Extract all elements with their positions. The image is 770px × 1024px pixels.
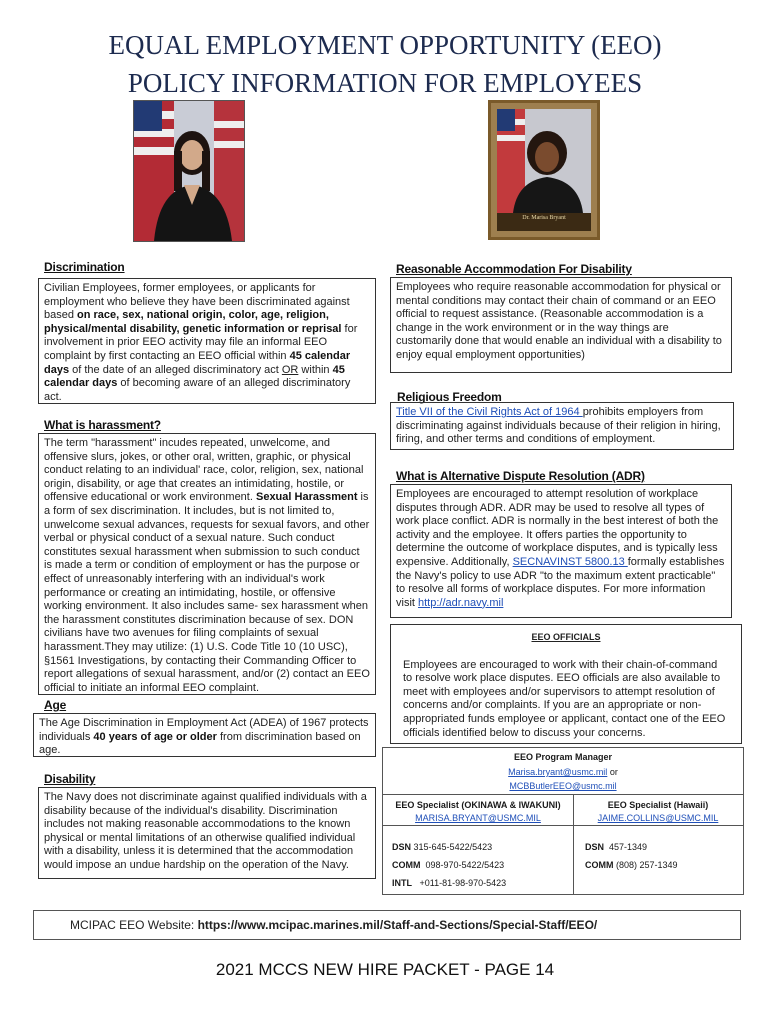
religious-heading: Religious Freedom [397,390,502,404]
discrimination-heading: Discrimination [44,260,125,274]
right-official-portrait [488,100,600,240]
manager-title: EEO Program Manager [513,752,613,762]
hawaii-email-wrap [573,812,743,824]
page-title-line-1: EQUAL EMPLOYMENT OPPORTUNITY (EEO) [108,30,662,60]
discrimination-bold-2: 45 calendar days [44,349,351,376]
harassment-text-1: The term "harassment" incudes repeated, unwelcome, and offensive slurs, jokes, or other oral, written, graphic, or physical conduct relating to an individual' race, color, religion, sex, national origin, disability, or age that creates an intimidating, hostile, or offensive educational or work environment. [44,437,364,504]
eeo-officials-box [390,624,742,744]
website-url[interactable]: https://www.mcipac.marines.mil/Staff-and-Sections/Special-Staff/EEO/ [197,918,598,932]
adr-box [390,484,732,618]
discrimination-text-1: Civilian Employees, former employees, or applicants for employment who believe they have been discriminated against based [44,282,350,322]
contact-block [382,747,744,895]
okinawa-specialist-email[interactable]: MARISA.BRYANT@USMC.MIL [415,813,541,823]
okinawa-email-wrap [383,812,573,824]
discrimination-bold-3: 45 calendar days [44,363,345,390]
title-vii-link[interactable]: Title VII of the Civil Rights Act of 1964 [396,406,583,418]
okinawa-intl-value: +011-81-98-970-5423 [419,878,507,888]
website-label: MCIPAC EEO Website: [70,918,198,932]
okinawa-intl [392,877,506,889]
age-box [33,713,376,757]
harassment-box [38,433,376,695]
discrimination-box [38,278,376,404]
okinawa-comm-value: 098-970-5422/5423 [425,860,505,870]
okinawa-comm-label: COMM [392,860,421,870]
contact-divider [383,794,743,795]
hawaii-dsn [585,841,647,853]
manager-email-line [383,766,743,778]
manager-email-line-2 [383,780,743,792]
manager-email-2[interactable]: MCBButlerEEO@usmc.mil [509,781,617,791]
age-text-1: The Age Discrimination in Employment Act (ADEA) of 1967 protects individuals [39,717,369,743]
hawaii-dsn-value: 457-1349 [609,842,648,852]
harassment-text-2: is a form of sex discrimination. It includes, but is not limited to, unwelcome sexual advances, requests for sexual favors, and other verbal or physical conduct of a sexual nature. Such conduct constitutes sexual harassment when submission to such conduct is made a term or condition of employment or has the purpose or effect of unreasonably interfering with an individual's work performance or creating an intimidating, hostile, or offensive working environment. It also includes same- sex harassment when the harassment constitutes discrimination because of sex. DON civilians have two avenues for filing complaints of sexual harassment.They may utilize: (1) U.S. Code Title 10 (10 USC), §1561 Investigations, by contacting their Commanding Officer to report allegations of sexual harassment, and/or (2) contact an EEO official to initiate an informal EEO complaint. [44,491,370,694]
religious-text: prohibits employers from discriminating against individuals because of their religion in hiring, firing, and other terms and conditions of employment. [396,406,721,446]
page-title-line-2: POLICY INFORMATION FOR EMPLOYEES [127,68,643,98]
contact-divider-2 [383,825,743,826]
eeo-officials-heading: EEO OFFICIALS [531,632,601,642]
okinawa-intl-label: INTL [392,878,412,888]
eeo-officials-text: Employees are encouraged to work with their chain-of-command to resolve work place disputes. EEO officials are also available to meet with employees and/or supervisors to attempt resolution of concerns and/or complaints. If you are an appropriate or non-appropriated funds employee or applicant, contact one of the EEO officials identified below to discuss your concerns. [403,658,726,739]
adr-navy-link[interactable]: http://adr.navy.mil [418,596,504,609]
okinawa-comm [392,859,504,871]
okinawa-dsn [392,841,492,853]
adr-text-1: Employees are encouraged to attempt resolution of workplace disputes through ADR. ADR may be used to resolve all types of work place conflict. ADR is normally in the best interest of both the activity and the employee. It offers parties the opportunity to determine the outcome of workplace disputes, and is typically less expensive. Additionally, [396,488,719,568]
disability-text: The Navy does not discriminate against qualified individuals with a disability because of the individual's disability. Discrimination includes not making reasonable accommodations to the known physical or mental limitations of an otherwise qualified individual with a disability, unless it is determined that the accommodation would impose an undue hardship on the operation of the Navy. [44,791,367,871]
hawaii-dsn-label: DSN [585,842,605,852]
hawaii-comm [585,859,678,871]
hawaii-comm-label: COMM [585,860,614,870]
left-official-portrait [133,100,245,242]
discrimination-or: OR [281,363,299,376]
hawaii-specialist-title: EEO Specialist (Hawaii) [607,800,709,810]
adr-heading: What is Alternative Dispute Resolution (ADR) [396,469,645,483]
okinawa-dsn-label: DSN [392,842,412,852]
discrimination-text-2: for involvement in prior EEO activity may file an informal EEO complaint by first contacting an EEO official within [44,322,358,362]
accommodation-box [390,277,732,373]
discrimination-text-5: of becoming aware of an alleged discriminatory act. [44,377,351,403]
age-heading: Age [44,698,67,712]
adr-text-2: formally establishes the Navy's policy to use ADR "to the maximum extent practicable" to resolve all forms of workplace disputes. For more information visit [396,555,725,609]
discrimination-text-3: of the date of an alleged discriminatory act [69,363,282,376]
age-bold-1: 40 years of age or older [93,730,217,743]
accommodation-heading: Reasonable Accommodation For Disability [396,262,632,276]
okinawa-specialist-title: EEO Specialist (OKINAWA & IWAKUNI) [395,800,561,810]
harassment-bold-1: Sexual Harassment [255,491,358,504]
accommodation-text: Employees who require reasonable accommodation for physical or mental conditions may contact their chain of command or an EEO official to request assistance. (Reasonable accommodation is a change in the work environment or in the way things are customarily done that would enable an individual with a disability to enjoy equal employment opportunities) [396,281,722,361]
okinawa-dsn-value: 315-645-5422/5423 [413,842,493,852]
religious-box [390,402,734,450]
discrimination-bold-1: on race, sex, national origin, color, age, religion, physical/mental disability, genetic information or reprisal [44,309,342,335]
manager-email-or: or [609,767,618,777]
harassment-heading: What is harassment? [44,418,161,432]
hawaii-comm-value: (808) 257-1349 [616,860,678,870]
manager-email-1[interactable]: Marisa.bryant@usmc.mil [508,767,608,777]
disability-box [38,787,376,879]
disability-heading: Disability [44,772,96,786]
page-footer: 2021 MCCS NEW HIRE PACKET - PAGE 14 [215,960,555,979]
hawaii-specialist-email[interactable]: JAIME.COLLINS@USMC.MIL [597,813,719,823]
discrimination-text-4: within [298,363,333,376]
website-box [33,910,741,940]
portrait-caption: Dr. Marisa Bryant [522,215,566,221]
secnavinst-link[interactable]: SECNAVINST 5800.13 [512,555,628,568]
age-text-2: from discrimination based on age. [39,730,361,757]
